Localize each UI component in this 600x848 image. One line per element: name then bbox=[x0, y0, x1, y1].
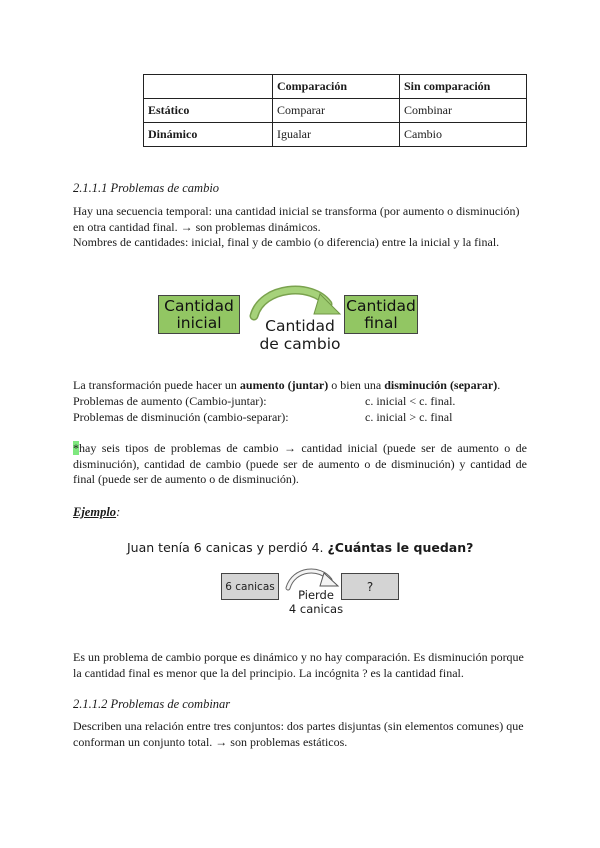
text-line: conforman un conjunto total. → son problemas estáticos. bbox=[73, 734, 348, 749]
initial-marbles-box: 6 canicas bbox=[221, 573, 279, 600]
table-cell: Combinar bbox=[400, 99, 527, 123]
example-label bbox=[73, 505, 120, 520]
transformation-sentence bbox=[73, 378, 500, 394]
text-line: Es un problema de cambio porque es dinámico y no hay comparación. Es disminución porque bbox=[73, 650, 524, 664]
text-line: disminución), cantidad de cambio (puede ser de aumento o de disminución) y cantidad de bbox=[73, 456, 527, 471]
text-line: final (puede ser de aumento o de disminución). bbox=[73, 472, 299, 486]
section-heading-cambio: 2.1.1.1 Problemas de cambio bbox=[73, 181, 220, 195]
label-line: Cantidad bbox=[265, 317, 335, 335]
row-label: Problemas de disminución (cambio-separar): bbox=[73, 410, 289, 424]
row-value: c. inicial < c. final. bbox=[365, 394, 456, 408]
row-value: c. inicial > c. final bbox=[365, 410, 453, 424]
table-cell: Cambio bbox=[400, 123, 527, 147]
row-label: Problemas de aumento (Cambio-juntar): bbox=[73, 394, 267, 408]
example-title: Ejemplo bbox=[73, 505, 117, 519]
label-line: Pierde bbox=[298, 588, 334, 602]
table-header-row bbox=[144, 75, 527, 99]
box-label: final bbox=[364, 313, 398, 332]
text-span: La transformación puede hacer un bbox=[73, 378, 240, 392]
table-row bbox=[144, 123, 527, 147]
text-line: en otra cantidad final. → son problemas dinámicos. bbox=[73, 219, 321, 234]
box-label: Cantidad bbox=[164, 296, 234, 315]
text-span: . bbox=[497, 378, 501, 392]
decrease-row bbox=[73, 410, 452, 426]
box-label: inicial bbox=[176, 313, 222, 332]
table-row bbox=[144, 99, 527, 123]
initial-quantity-box bbox=[158, 295, 240, 334]
text-line: Hay una secuencia temporal: una cantidad inicial se transforma (por aumento o disminución) bbox=[73, 204, 520, 218]
note-marker: * bbox=[73, 441, 79, 455]
section-combinar-paragraph bbox=[73, 719, 533, 750]
change-quantity-label bbox=[252, 317, 348, 353]
table-header-cell bbox=[144, 75, 273, 99]
final-quantity-box bbox=[344, 295, 418, 334]
table-cell: Igualar bbox=[273, 123, 400, 147]
example-explanation bbox=[73, 650, 533, 681]
increase-row bbox=[73, 394, 455, 410]
text-span: Juan tenía 6 canicas y perdió 4. bbox=[127, 540, 328, 555]
text-line: la cantidad final es menor que la del principio. La incógnita ? es la cantidad final. bbox=[73, 665, 464, 680]
text-span: : bbox=[116, 505, 121, 519]
text-line: Nombres de cantidades: inicial, final y de cambio (o diferencia) entre la inicial y la final. bbox=[73, 235, 500, 249]
label-line: de cambio bbox=[259, 335, 341, 353]
question-text: ¿Cuántas le quedan? bbox=[327, 540, 474, 555]
section-heading-combinar: 2.1.1.2 Problemas de combinar bbox=[73, 697, 231, 711]
table-header-cell: Comparación bbox=[273, 75, 400, 99]
text-line: Describen una relación entre tres conjuntos: dos partes disjuntas (sin elementos comunes) que bbox=[73, 719, 524, 733]
classification-table bbox=[143, 74, 527, 147]
six-types-note bbox=[73, 441, 527, 488]
table-row-label: Estático bbox=[144, 99, 273, 123]
table-cell: Comparar bbox=[273, 99, 400, 123]
loses-marbles-label bbox=[276, 589, 356, 616]
table-header-cell: Sin comparación bbox=[400, 75, 527, 99]
label-line: 4 canicas bbox=[288, 601, 344, 616]
text-span: o bien una bbox=[328, 378, 385, 392]
text-span: hay seis tipos de problemas de cambio → cantidad inicial (puede ser de aumento o de bbox=[79, 441, 527, 455]
section-cambio-paragraph bbox=[73, 204, 533, 251]
text-line bbox=[73, 441, 527, 457]
table-row-label: Dinámico bbox=[144, 123, 273, 147]
box-label: Cantidad bbox=[346, 296, 416, 315]
example-problem bbox=[127, 540, 473, 555]
bold-term: aumento (juntar) bbox=[239, 378, 329, 392]
bold-term: disminución (separar) bbox=[384, 378, 498, 392]
unknown-box: ? bbox=[341, 573, 399, 600]
